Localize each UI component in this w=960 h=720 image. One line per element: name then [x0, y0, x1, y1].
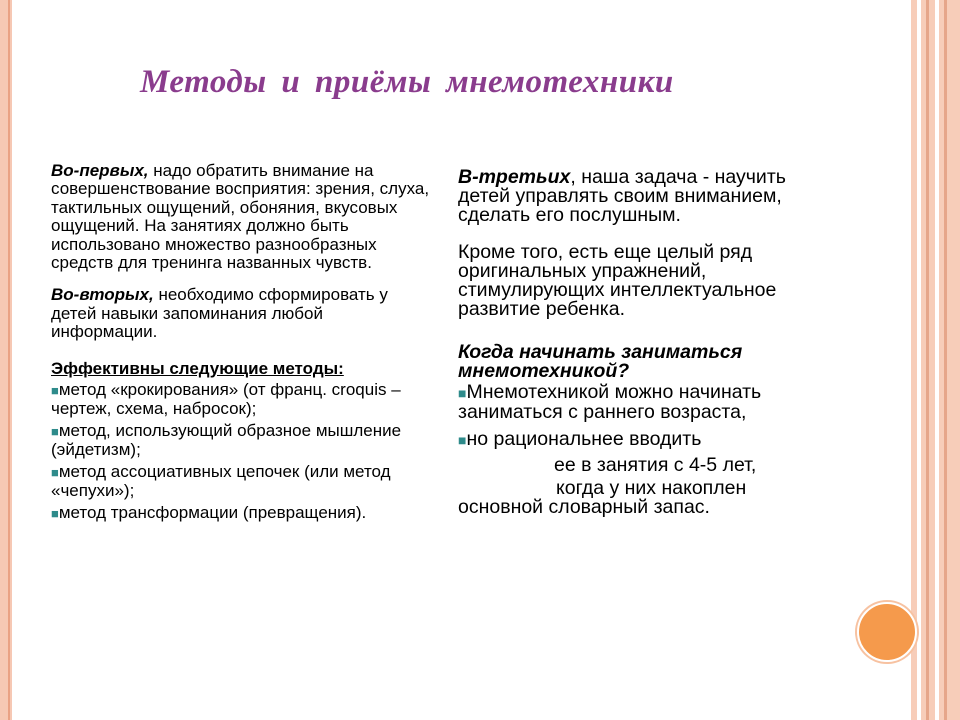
decorative-circle — [857, 602, 917, 662]
bullet-icon: ■ — [51, 383, 59, 399]
bullet-icon: ■ — [458, 385, 467, 401]
paragraph-text: необходимо сформировать у детей навыки запоминания любой информации. — [51, 285, 388, 342]
paragraph-lead: Во-первых, — [51, 161, 149, 180]
paragraph-second — [51, 286, 431, 341]
continuation-line: когда у них накоплен — [556, 477, 747, 499]
list-item — [458, 383, 838, 422]
list-item — [51, 504, 431, 523]
paragraph-lead: Во-вторых, — [51, 285, 154, 305]
paragraph-text: , наша задача - научить детей управлять своим вниманием, сделать его послушным. — [458, 166, 786, 226]
list-item-text: метод «крокирования» (от франц. croquis – чертеж, схема, набросок); — [51, 380, 401, 419]
left-border — [0, 0, 12, 720]
methods-heading: Эффективны следующие методы: — [51, 358, 344, 378]
right-border-stripe — [926, 0, 929, 720]
list-item-text: но рациональнее вводить — [466, 428, 702, 450]
continuation-line: ее в занятия с 4-5 лет, — [554, 454, 757, 476]
paragraph-first — [51, 162, 431, 272]
left-border-line — [8, 0, 10, 720]
right-border-stripe — [935, 0, 939, 720]
left-column — [51, 162, 431, 523]
right-border-stripe — [917, 0, 921, 720]
right-border — [908, 0, 960, 720]
bullet-icon: ■ — [51, 464, 59, 480]
slide-title: Методы и приёмы мнемотехники — [140, 64, 674, 100]
right-border-stripe — [944, 0, 947, 720]
paragraph-text: надо обратить внимание на совершенствование восприятия: зрения, слуха, тактильных ощущений, обоняния, вкусовых ощущений. На занятиях должно быть использовано множество разнообразных средств для тренинга названных чувств. — [51, 161, 430, 273]
list-item-text: метод ассоциативных цепочек (или метод «чепухи»); — [51, 461, 391, 501]
paragraph-exercises: Кроме того, есть еще целый ряд оригинальных упражнений, стимулирующих интеллектуальное развитие ребенка. — [458, 241, 777, 320]
right-column — [458, 168, 838, 517]
bullet-icon: ■ — [51, 505, 59, 521]
list-item-text: метод трансформации (превращения). — [58, 502, 367, 522]
list-item — [51, 463, 431, 501]
list-item — [51, 422, 431, 460]
bullet-icon: ■ — [458, 432, 467, 448]
list-item-text: Мнемотехникой можно начинать заниматься с раннего возраста, — [458, 381, 762, 423]
list-item — [458, 430, 838, 450]
question-heading: Когда начинать заниматься мнемотехникой? — [458, 341, 743, 382]
list-item-text: метод, использующий образное мышление (эйдетизм); — [51, 420, 402, 460]
continuation-line: основной словарный запас. — [458, 496, 710, 518]
list-item — [51, 381, 431, 419]
bullet-icon: ■ — [51, 423, 59, 439]
paragraph-lead: В-третьих — [458, 166, 571, 188]
paragraph-third — [458, 168, 838, 225]
